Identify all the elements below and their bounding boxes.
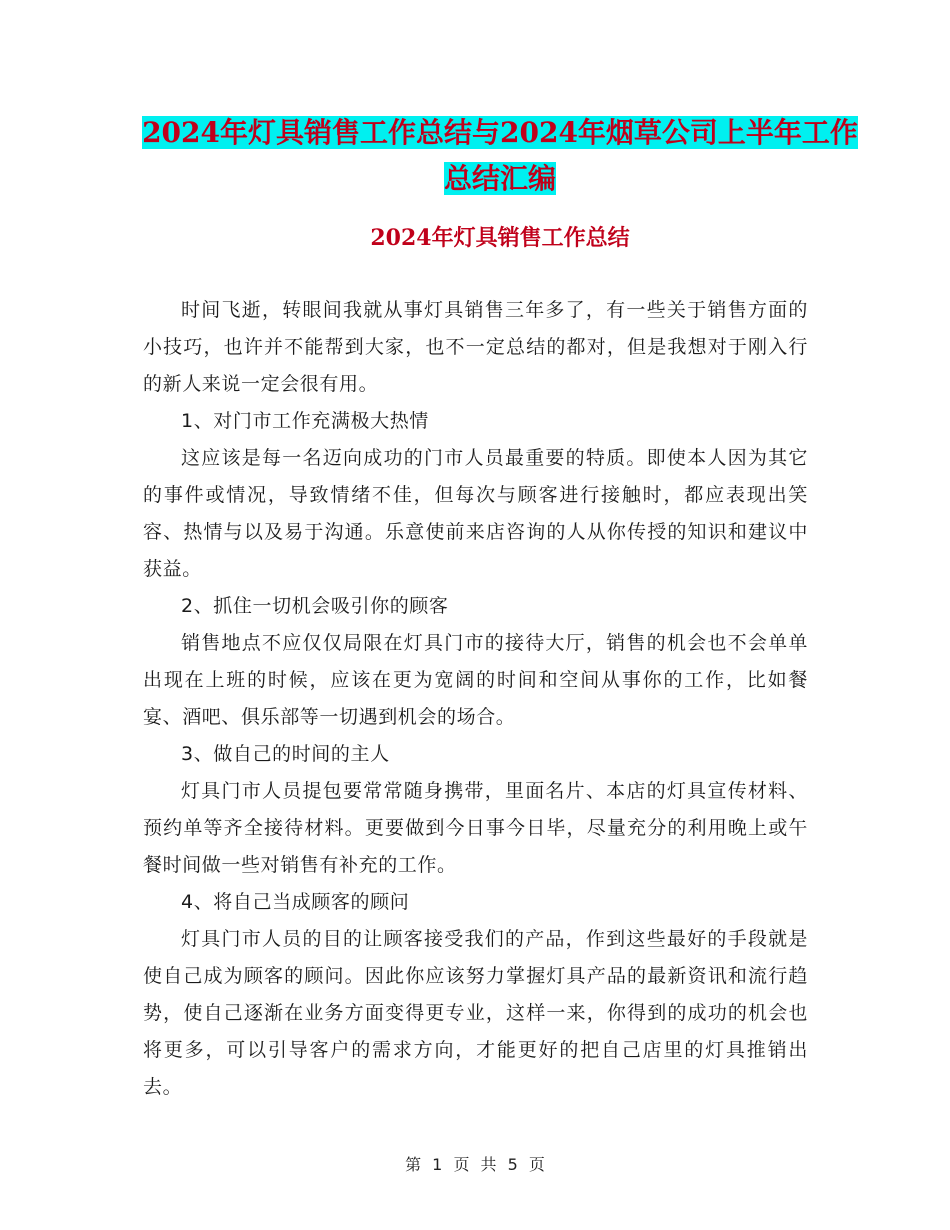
document-body	[143, 292, 808, 1106]
heading-point-1: 1、对门市工作充满极大热情	[181, 410, 429, 432]
paragraph-point-1: 这应该是每一名迈向成功的门市人员最重要的特质。即使本人因为其它的事件或情况，导致情绪不佳，但每次与顾客进行接触时，都应表现出笑容、热情与以及易于沟通。乐意使前来店咨询的人从你传授的知识和建议中获益。	[143, 447, 808, 580]
heading-point-4: 4、将自己当成顾客的顾问	[181, 891, 410, 913]
heading-point-3: 3、做自己的时间的主人	[181, 743, 390, 765]
document-title-text: 2024年灯具销售工作总结与2024年烟草公司上半年工作总结汇编	[142, 116, 858, 195]
section-title: 2024年灯具销售工作总结	[370, 225, 630, 251]
paragraph-point-4: 灯具门市人员的目的让顾客接受我们的产品，作到这些最好的手段就是使自己成为顾客的顾问。因此你应该努力掌握灯具产品的最新资讯和流行趋势，使自己逐渐在业务方面变得更专业，这样一来，你得到的成功的机会也将更多，可以引导客户的需求方向，才能更好的把自己店里的灯具推销出去。	[143, 928, 808, 1098]
heading-point-2: 2、抓住一切机会吸引你的顾客	[181, 595, 449, 617]
document-title	[140, 110, 860, 202]
paragraph-point-2: 销售地点不应仅仅局限在灯具门市的接待大厅，销售的机会也不会单单出现在上班的时候，应该在更为宽阔的时间和空间从事你的工作，比如餐宴、酒吧、俱乐部等一切遇到机会的场合。	[143, 632, 808, 728]
paragraph-intro: 时间飞逝，转眼间我就从事灯具销售三年多了，有一些关于销售方面的小技巧，也许并不能帮到大家，也不一定总结的都对，但是我想对于刚入行的新人来说一定会很有用。	[143, 299, 808, 395]
page-footer: 第 1 页 共 5 页	[405, 1155, 545, 1174]
paragraph-point-3: 灯具门市人员提包要常常随身携带，里面名片、本店的灯具宣传材料、预约单等齐全接待材料。更要做到今日事今日毕，尽量充分的利用晚上或午餐时间做一些对销售有补充的工作。	[143, 780, 808, 876]
